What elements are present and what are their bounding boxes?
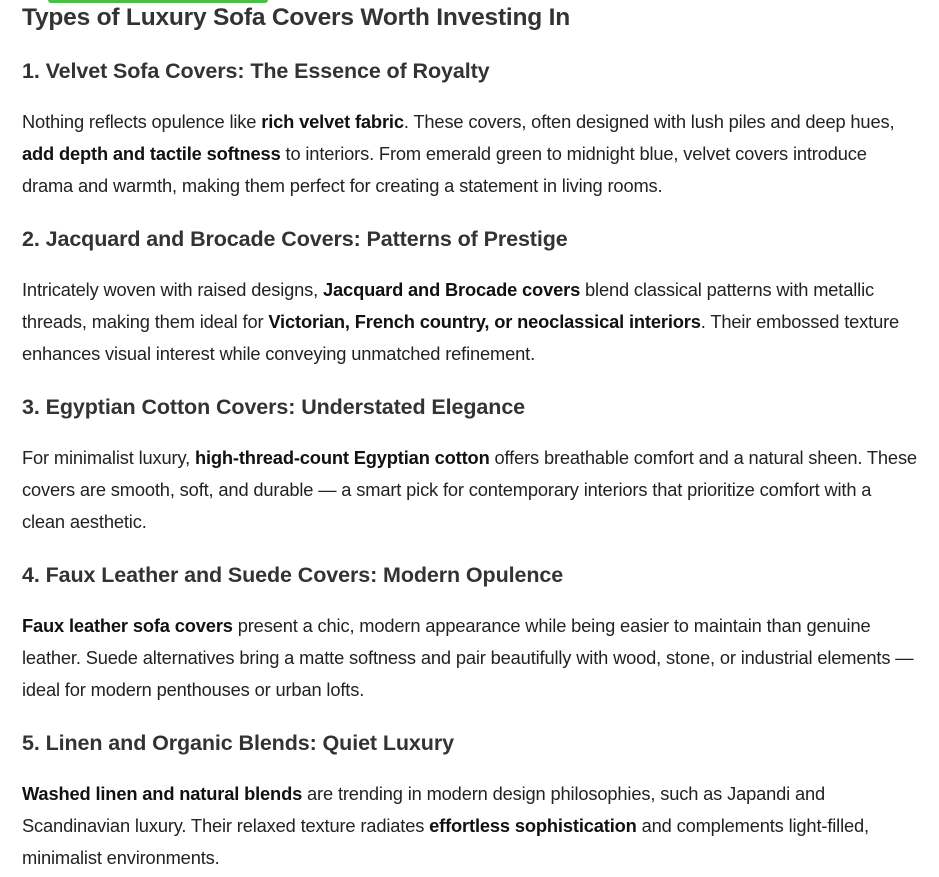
text-run: to interiors. From emerald green to midnight blue, velvet covers introduce drama and warmth, making them perfect for creating a statement in living rooms. <box>22 143 867 196</box>
bold-phrase: rich velvet fabric <box>261 111 404 132</box>
section-paragraph-jacquard <box>22 274 917 370</box>
text-run: For minimalist luxury, <box>22 447 195 468</box>
section-paragraph-linen <box>22 778 917 874</box>
text-run: and complements light-filled, minimalist environments. <box>22 815 869 868</box>
section-heading-velvet: 1. Velvet Sofa Covers: The Essence of Royalty <box>22 59 490 83</box>
section-heading-faux-leather: 4. Faux Leather and Suede Covers: Modern Opulence <box>22 563 564 587</box>
section-heading-egyptian-cotton: 3. Egyptian Cotton Covers: Understated Elegance <box>22 395 526 419</box>
text-run: Nothing reflects opulence like <box>22 111 262 132</box>
bold-phrase: Faux leather sofa covers <box>22 615 233 636</box>
text-run: . These covers, often designed with lush piles and deep hues, <box>403 111 895 132</box>
section-paragraph-faux-leather <box>22 610 917 706</box>
article-title: Types of Luxury Sofa Covers Worth Investing In <box>22 4 571 31</box>
section-paragraph-velvet <box>22 106 917 202</box>
text-run: blend classical patterns with metallic threads, making them ideal for <box>22 279 874 332</box>
section-paragraph-egyptian-cotton <box>22 442 917 538</box>
bold-phrase: Victorian, French country, or neoclassical interiors <box>268 311 701 332</box>
bold-phrase: effortless sophistication <box>429 815 637 836</box>
bold-phrase: add depth and tactile softness <box>22 143 281 164</box>
text-run: Intricately woven with raised designs, <box>22 279 324 300</box>
section-heading-jacquard: 2. Jacquard and Brocade Covers: Patterns of Prestige <box>22 227 568 251</box>
text-run: offers breathable comfort and a natural sheen. These covers are smooth, soft, and durable — a smart pick for contemporary interiors that prioritize comfort with a clean aesthetic. <box>22 447 917 532</box>
section-heading-linen: 5. Linen and Organic Blends: Quiet Luxury <box>22 731 454 755</box>
bold-phrase: Washed linen and natural blends <box>22 783 303 804</box>
bold-phrase: high-thread-count Egyptian cotton <box>194 447 490 468</box>
article-content <box>22 0 917 874</box>
bold-phrase: Jacquard and Brocade covers <box>323 279 581 300</box>
text-run: are trending in modern design philosophies, such as Japandi and Scandinavian luxury. Their relaxed texture radiates <box>22 783 826 836</box>
text-run: present a chic, modern appearance while being easier to maintain than genuine leather. Suede alternatives bring a matte softness and pair beautifully with wood, stone, or industrial elements — ideal for modern penthouses or urban lofts. <box>22 615 914 700</box>
text-run: . Their embossed texture enhances visual interest while conveying unmatched refinement. <box>22 311 900 364</box>
